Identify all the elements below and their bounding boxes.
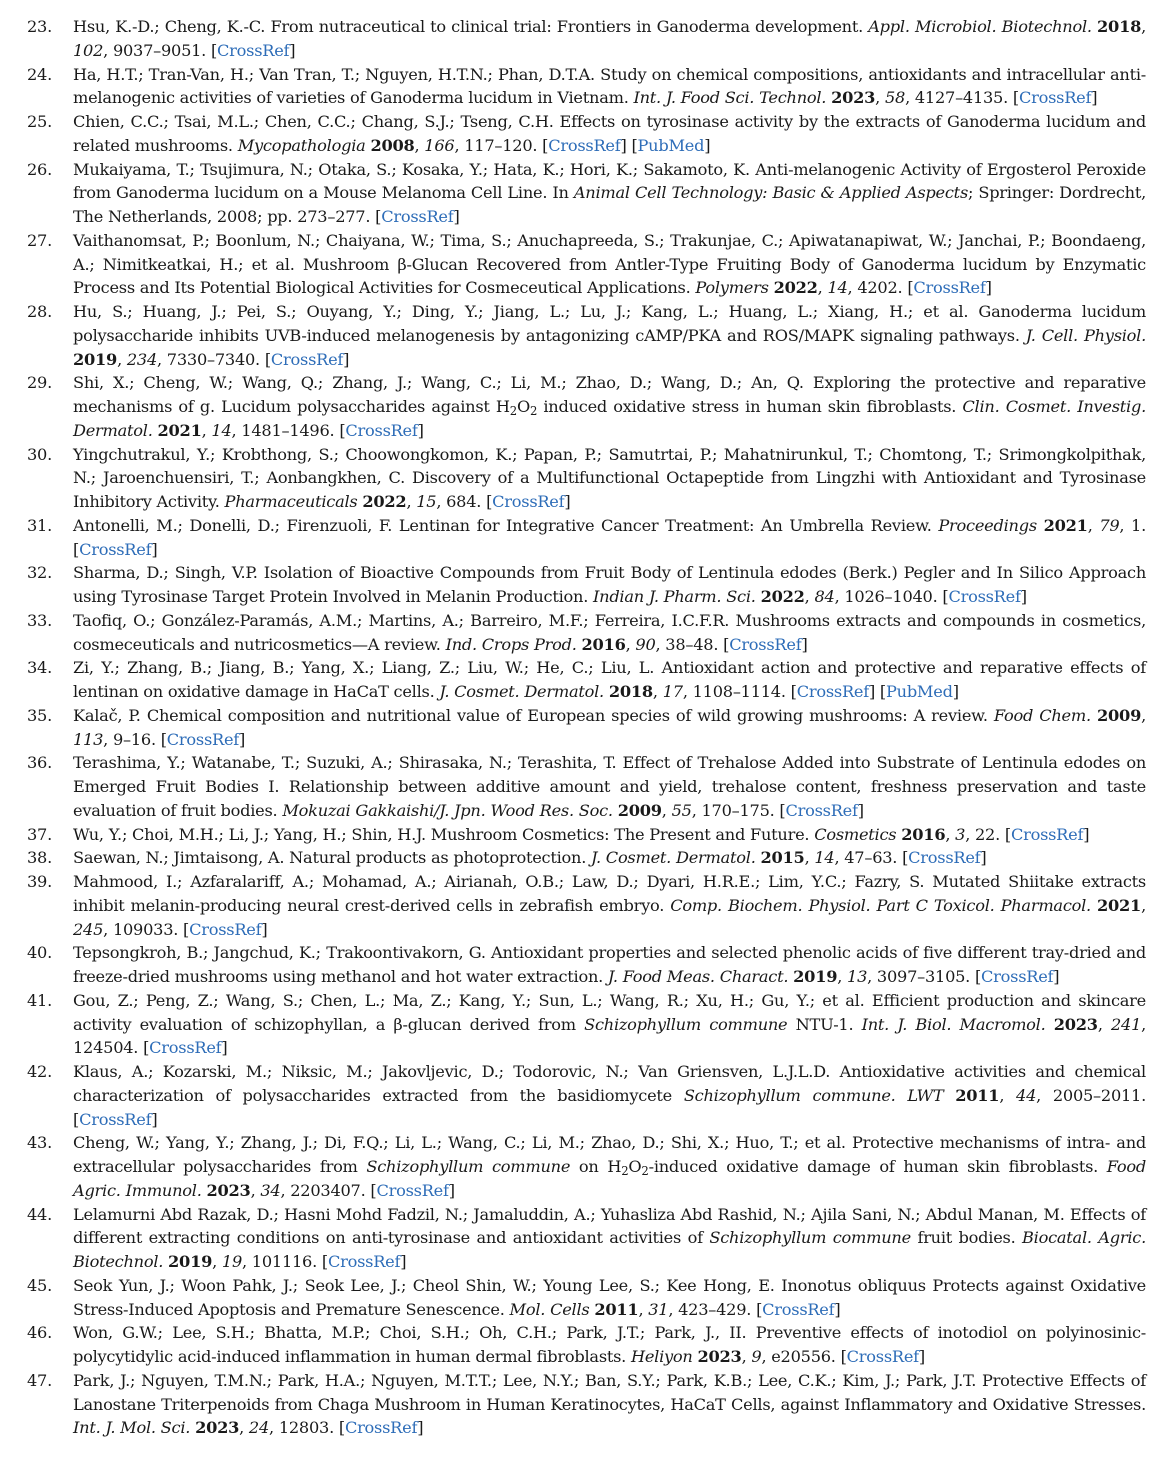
reference-text [896,1086,908,1105]
italic-text: J. Food Meas. Charact. [607,967,789,986]
reference-number: 25. [27,112,52,131]
year-text: 2023 [1053,1014,1098,1034]
italic-text: 9 [751,1347,762,1366]
reference-text: , [1097,1014,1111,1034]
reference-text: , [741,1347,752,1366]
reference-number: 44. [27,1204,52,1224]
reference-text: Hu, S.; Huang, J.; Pei, S.; Ouyang, Y.; Ding, Y.; Jiang, L.; Lu, J.; Kang, L.; Huang, L.; Xiang, H.; et al. Ganoderma lucidum polysaccharide inhibits UVB-induced melanogenesis by antagonizing cAMP/PKA and ROS/MAPK signaling pathways. [73,302,1146,345]
reference-number: 28. [27,302,52,321]
reference-item [22,300,1146,371]
reference-number: 24. [27,64,52,84]
reference-number: 32. [27,563,52,583]
reference-text: , [804,848,815,868]
italic-text: Mol. Cells [509,1299,590,1319]
year-text: 2009 [1097,705,1142,725]
reference-item [22,1203,1146,1274]
italic-text: 15 [416,492,437,511]
reference-item [22,63,1146,111]
crossref-link[interactable]: CrossRef [189,919,262,939]
reference-text: , 1026–1040. [ [834,587,949,606]
reference-text: , e20556. [ [761,1347,847,1366]
subscript: 2 [509,403,517,418]
reference-text: Tepsongkroh, B.; Jangchud, K.; Trakoontivakorn, G. Antioxidant properties and selected phenolic acids of five different tray-dried and freeze-dried mushrooms using methanol and hot water extraction. [73,943,1146,986]
reference-text: , [212,1252,222,1271]
reference-text: , [250,1180,261,1200]
reference-text: , [1141,705,1146,725]
italic-text: Schizophyllum commune. [683,1085,896,1105]
year-text: 2016 [581,634,626,654]
reference-text: , 1481–1496. [ [231,420,346,440]
reference-text: , [817,278,828,298]
italic-text: J. Cosmet. Dermatol. [439,682,604,701]
italic-text: 13 [847,967,868,986]
year-text: 2011 [955,1085,1000,1105]
italic-text: Int. J. Mol. Sci. [73,1418,191,1438]
reference-number: 26. [27,159,52,179]
reference-text: Seok Yun, J.; Woon Pahk, J.; Seok Lee, J.; Cheol Shin, W.; Young Lee, S.; Kee Hong, E. Inonotus obliquus Protects against Oxidative Stress-Induced Apoptosis and Premature Senescence. [73,1275,1146,1319]
year-text: 2009 [617,800,662,820]
reference-text: , 22. [ [965,824,1011,844]
reference-text: , 124504. [ [73,1014,1147,1058]
reference-number: 47. [27,1370,52,1390]
reference-text: O [516,397,530,416]
reference-item [22,1321,1146,1369]
reference-text: O [628,1157,642,1176]
reference-text: , 2005–2011. [ [73,1085,1146,1129]
reference-text: fruit bodies. [910,1228,1023,1248]
italic-text: 79 [1099,515,1120,535]
italic-text: 55 [671,800,692,820]
crossref-link[interactable]: CrossRef [729,634,802,654]
reference-text: Lelamurni Abd Razak, D.; Hasni Mohd Fadzil, N.; Jamaluddin, A.; Yuhasliza Abd Rashid, N.; Ajila Sani, N.; Abdul Manan, M. Effects of different extracting conditions on anti-tyrosinase and antioxidant activities of [73,1204,1146,1248]
italic-text: Pharmaceuticals [224,492,358,511]
reference-number: 33. [27,610,52,630]
reference-item [22,656,1146,704]
year-text: 2021 [1043,515,1088,535]
italic-text: Proceedings [938,515,1037,535]
reference-text: ] [289,40,296,60]
reference-text: ] [ [868,682,886,701]
italic-text: 113 [73,729,104,749]
reference-text: ] [857,800,864,820]
reference-text: ] [221,1038,228,1058]
reference-text: Won, G.W.; Lee, S.H.; Bhatta, M.P.; Choi, S.H.; Oh, C.H.; Park, J.T.; Park, J., II. Preventive effects of inotodiol on polyinosinic-polycytidylic acid-induced inflammation in human dermal fibroblasts. [73,1323,1146,1366]
italic-text: Mokuzai Gakkaishi/J. Jpn. Wood Res. Soc. [282,800,613,820]
reference-text: , [837,967,848,986]
reference-item [22,704,1146,752]
reference-item [22,1369,1146,1440]
italic-text: 58 [884,88,906,108]
italic-text: 3 [955,824,966,844]
reference-item [22,846,1146,870]
reference-text: Chien, C.C.; Tsai, M.L.; Chen, C.C.; Chang, S.J.; Tseng, C.H. Effects on tyrosinase activity by the extracts of Ganoderma lucidum and related mushrooms. [73,112,1146,155]
reference-text [1046,1015,1054,1034]
year-text: 2023 [831,88,876,108]
italic-text: Appl. Microbiol. Biotechnol. [868,17,1092,36]
reference-item [22,561,1146,609]
italic-text: Indian J. Pharm. Sci. [593,587,756,606]
reference-text: , [875,88,885,108]
crossref-link[interactable]: CrossRef [913,278,986,298]
year-text: 2008 [370,135,415,155]
reference-text: , 109033. [ [103,919,190,939]
reference-text: ] [151,539,158,559]
reference-text [943,1086,955,1105]
reference-text: , 117–120. [ [454,135,549,155]
reference-text: , 684. [ [436,492,493,511]
crossref-link[interactable]: CrossRef [381,207,454,226]
year-text: 2023 [206,1180,251,1200]
crossref-link[interactable]: CrossRef [376,1180,449,1200]
reference-text: on H [570,1157,622,1176]
italic-text: 90 [635,634,656,654]
year-text: 2015 [760,848,805,868]
reference-number: 43. [27,1133,52,1153]
reference-item [22,1274,1146,1322]
reference-text: , [999,1085,1017,1105]
reference-text: NTU-1. [787,1014,862,1034]
reference-text: , 9–16. [ [103,729,167,749]
reference-number: 35. [27,705,52,725]
pubmed-link[interactable]: PubMed [637,135,705,155]
italic-text: 234 [126,349,158,369]
reference-text: , [201,420,212,440]
crossref-link[interactable]: CrossRef [908,848,981,868]
crossref-link[interactable]: CrossRef [344,1418,418,1438]
reference-number: 39. [27,872,52,891]
italic-text: Mycopathologia [237,135,366,155]
subscript: 2 [529,403,538,418]
reference-text: Mukaiyama, T.; Tsujimura, N.; Otaka, S.; Kosaka, Y.; Hata, K.; Hori, K.; Sakamoto, K. Anti-melanogenic Activity of Ergosterol Peroxide from Ganoderma lucidum on a Mouse Melanoma Cell Line. In [73,159,1146,203]
reference-text: , 170–175. [ [691,800,786,820]
year-text: 2019 [168,1252,213,1271]
reference-text [1037,516,1044,535]
year-text: 2019 [793,967,838,986]
italic-text: 245 [73,919,104,939]
year-text: 2018 [608,682,653,701]
year-text: 2022 [760,587,805,606]
reference-text: ] [1020,587,1027,606]
year-text: 2018 [1097,17,1142,36]
pubmed-link[interactable]: PubMed [886,682,953,701]
italic-text: Comp. Biochem. Physiol. Part C Toxicol. Pharmacol. [670,895,1091,915]
reference-text: ] [918,1347,925,1366]
reference-text: Kalač, P. Chemical composition and nutritional value of European species of wild growing mushrooms: A review. [73,705,994,725]
reference-number: 37. [27,824,52,844]
italic-text: Animal Cell Technology: Basic & Applied Aspects [573,183,968,203]
italic-text: 34 [260,1180,281,1200]
crossref-link[interactable]: CrossRef [762,1299,835,1319]
italic-text: LWT [907,1085,944,1105]
italic-text: Heliyon [630,1347,693,1366]
reference-item [22,514,1146,562]
reference-text: ] [801,634,808,654]
subscript: 2 [621,1163,629,1178]
italic-text: Schizophyllum commune [584,1014,788,1034]
reference-item [22,751,1146,822]
reference-text: -induced oxidative damage of human skin fibroblasts. [648,1157,1107,1176]
reference-item [22,229,1146,300]
reference-text: , 12803. [ [269,1418,345,1438]
reference-number: 29. [27,373,52,393]
crossref-link[interactable]: CrossRef [149,1038,222,1058]
reference-text: , 38–48. [ [655,634,730,654]
year-text: 2022 [362,492,407,511]
reference-number: 30. [27,444,52,464]
year-text: 2021 [1097,895,1142,915]
reference-text: , 4127–4135. [ [905,88,1019,108]
year-text: 2023 [697,1347,742,1366]
reference-text: , [117,349,127,369]
reference-item [22,443,1146,514]
crossref-link[interactable]: CrossRef [79,539,152,559]
reference-text: Saewan, N.; Jimtaisong, A. Natural products as photoprotection. [73,848,592,868]
reference-item [22,941,1146,989]
reference-text: ] [261,919,268,939]
italic-text: J. Cell. Physiol. [1025,325,1146,345]
reference-text: ] [ [620,135,638,155]
reference-text: , [804,587,815,606]
reference-text: Hsu, K.-D.; Cheng, K.-C. From nutraceutical to clinical trial: Frontiers in Ganoderma development. [73,17,869,36]
reference-text: ] [1083,824,1090,844]
reference-item [22,110,1146,158]
reference-text: ] [564,492,571,511]
reference-text: ] [400,1252,407,1271]
reference-item [22,1060,1146,1131]
italic-text: 102 [73,40,104,60]
reference-number: 40. [27,943,52,963]
italic-text: 24 [248,1418,270,1438]
reference-text: , 101116. [ [242,1252,328,1271]
crossref-link[interactable]: CrossRef [492,492,565,511]
reference-text: Cheng, W.; Yang, Y.; Zhang, J.; Di, F.Q.; Li, L.; Wang, C.; Li, M.; Zhao, D.; Shi, X.; Huo, T.; et al. Protective mechanisms of intra- and extracellular polysaccharides from [73,1133,1146,1176]
reference-text: ] [239,729,246,749]
year-text: 2023 [195,1418,240,1438]
italic-text: Clin. Cosmet. Investig. Dermatol. [73,397,1146,440]
italic-text: Int. J. Food Sci. Technol. [633,88,827,108]
reference-text: , 2203407. [ [280,1180,377,1200]
reference-text: ] [448,1180,455,1200]
reference-number: 23. [27,17,52,36]
italic-text: Food Agric. Immunol. [73,1157,1146,1200]
reference-number: 46. [27,1323,52,1343]
reference-item [22,1131,1146,1202]
reference-text: induced oxidative stress in human skin fibroblasts. [537,397,963,416]
reference-number: 38. [27,848,52,868]
italic-text: Cosmetics [814,824,897,844]
year-text: 2011 [594,1299,639,1319]
crossref-link[interactable]: CrossRef [846,1347,919,1366]
reference-item [22,15,1146,63]
italic-text: 44 [1016,1085,1037,1105]
reference-text: Shi, X.; Cheng, W.; Wang, Q.; Zhang, J.; Wang, C.; Li, M.; Zhao, D.; Wang, D.; An, Q. Exploring the protective and reparative mechanisms of g. Lucidum polysaccharides against H [73,373,1146,416]
reference-text: Taofiq, O.; González-Paramás, A.M.; Martins, A.; Barreiro, M.F.; Ferreira, I.C.F.R. Mushrooms extracts and compounds in cosmetics, cosmeceuticals and nutricosmetics—A review. [73,610,1146,654]
italic-text: 19 [221,1252,243,1271]
reference-text: , 4202. [ [847,278,914,298]
italic-text: 84 [814,587,835,606]
reference-text: Yingchutrakul, Y.; Krobthong, S.; Choowongkomon, K.; Papan, P.; Samutrtai, P.; Mahatnirunkul, T.; Chomtong, T.; Srimongkolpithak, N.; Jaroenchuensiri, T.; Aonbangkhen, C. Discovery of a Multifunctional Octapeptide from Lingzhi with Antioxidant and Tyrosinase Inhibitory Activity. [73,444,1146,511]
crossref-link[interactable]: CrossRef [79,1109,152,1129]
subscript: 2 [641,1163,649,1178]
reference-text: ] [1091,88,1098,108]
italic-text: Polymers [695,278,769,298]
reference-text: , [239,1418,249,1438]
reference-text: , 423–429. [ [668,1299,763,1319]
italic-text: 241 [1110,1014,1142,1034]
italic-text: 14 [827,278,848,298]
year-text: 2021 [157,420,202,440]
reference-text: , [625,634,636,654]
reference-text: ] [952,682,959,701]
italic-text: 14 [814,848,835,868]
reference-item [22,371,1146,442]
italic-text: 17 [662,682,683,701]
reference-text: , 1. [ [73,515,1146,559]
reference-text: Mahmood, I.; Azfaralariff, A.; Mohamad, A.; Airianah, O.B.; Law, D.; Dyari, H.R.E.; Lim, Y.C.; Fazry, S. Mutated Shiitake extracts inhibit melanin-producing neural crest-derived cells in zebrafish embryo. [73,872,1146,915]
reference-text: , [945,824,956,844]
crossref-link[interactable]: CrossRef [345,420,418,440]
reference-text: ; Springer: Dordrecht, The Netherlands, 2008; pp. 273–277. [ [73,183,1146,226]
italic-text: Int. J. Biol. Macromol. [861,1014,1046,1034]
reference-text: Park, J.; Nguyen, T.M.N.; Park, H.A.; Nguyen, M.T.T.; Lee, N.Y.; Ban, S.Y.; Park, K.B.; Lee, C.K.; Kim, J.; Park, J.T. Protective Effects of Lanostane Triterpenoids from Chaga Mushroom in Human Keratinocytes, HaCaT Cells, against Inflammatory and Oxidative Stresses. [73,1370,1146,1414]
reference-number: 27. [27,230,52,250]
reference-number: 41. [27,990,52,1010]
italic-text: 166 [424,135,455,155]
reference-number: 31. [27,515,52,535]
reference-text: , [652,682,663,701]
reference-text: Klaus, A.; Kozarski, M.; Niksic, M.; Jakovljevic, D.; Todorovic, N.; Van Griensven, L.J.L.D. Antioxidative activities and chemical characterization of polysaccharides extracted from the basidiomycete [73,1062,1146,1105]
reference-text: ] [704,135,711,155]
reference-text: Ha, H.T.; Tran-Van, H.; Van Tran, T.; Nguyen, H.T.N.; Phan, D.T.A. Study on chemical compositions, antioxidants and intracellular anti-melanogenic activities of varieties of Ganoderma lucidum in Vietnam. [73,64,1146,108]
reference-text: ] [417,420,424,440]
reference-text: Antonelli, M.; Donelli, D.; Firenzuoli, F. Lentinan for Integrative Cancer Treatment: An Umbrella Review. [73,515,939,535]
reference-text: Wu, Y.; Choi, M.H.; Li, J.; Yang, H.; Shin, H.J. Mushroom Cosmetics: The Present and Future. [73,824,815,844]
reference-text: , 3097–3105. [ [867,967,982,986]
italic-text: Schizophyllum commune [366,1157,571,1176]
reference-number: 34. [27,658,52,678]
italic-text: Schizophyllum commune [709,1228,911,1248]
crossref-link[interactable]: CrossRef [327,1252,401,1271]
reference-list [22,15,1146,1440]
reference-text: Gou, Z.; Peng, Z.; Wang, S.; Chen, L.; Ma, Z.; Kang, Y.; Sun, L.; Wang, R.; Xu, H.; Gu, Y.; et al. Efficient production and skincare activity evaluation of schizophyllan, a β-glucan derived from [73,990,1146,1034]
crossref-link[interactable]: CrossRef [548,135,621,155]
reference-text: Terashima, Y.; Watanabe, T.; Suzuki, A.; Shirasaka, N.; Terashita, T. Effect of Trehalose Added into Substrate of Lentinula edodes on Emerged Fruit Bodies I. Relationship between additive amount and yield, trehalose content, freshness preservation and taste evaluation of fruit bodies. [73,753,1146,820]
crossref-link[interactable]: CrossRef [796,682,869,701]
crossref-link[interactable]: CrossRef [785,800,858,820]
reference-item [22,870,1146,941]
year-text: 2019 [73,349,118,369]
reference-text: , [1141,17,1147,36]
reference-text: Sharma, D.; Singh, V.P. Isolation of Bioactive Compounds from Fruit Body of Lentinula edodes (Berk.) Pegler and In Silico Approach using Tyrosinase Target Protein Involved in Melanin Production. [73,563,1146,606]
italic-text: J. Cosmet. Dermatol. [591,848,756,868]
italic-text: Food Chem. [993,705,1091,725]
reference-text: ] [1053,967,1060,986]
reference-text: Zi, Y.; Zhang, B.; Jiang, B.; Yang, X.; Liang, Z.; Liu, W.; He, C.; Liu, L. Antioxidant action and protective and reparative effects of lentinan on oxidative damage in HaCaT cells. [73,658,1146,701]
italic-text: Ind. Crops Prod. [445,634,577,654]
italic-text: Biocatal. Agric. Biotechnol. [73,1228,1146,1271]
reference-text: , [638,1299,649,1319]
year-text: 2022 [773,278,818,298]
crossref-link[interactable]: CrossRef [270,349,344,369]
crossref-link[interactable]: CrossRef [981,967,1054,986]
reference-text: ] [453,207,460,226]
reference-text: , [406,492,417,511]
reference-item [22,158,1146,229]
reference-item [22,609,1146,657]
reference-item [22,823,1146,847]
crossref-link[interactable]: CrossRef [1010,824,1084,844]
reference-text: ] [417,1418,424,1438]
reference-text: ] [834,1299,841,1319]
crossref-link[interactable]: CrossRef [217,40,290,60]
reference-item [22,989,1146,1060]
reference-text: , [1141,895,1146,915]
reference-text: , [661,800,672,820]
reference-number: 45. [27,1275,52,1295]
italic-text: 14 [211,420,232,440]
reference-text: ] [151,1109,158,1129]
reference-text: , 47–63. [ [834,848,909,868]
reference-number: 36. [27,753,52,773]
reference-text: , [414,135,425,155]
reference-text: ] [985,278,992,298]
year-text: 2016 [901,824,946,844]
reference-number: 42. [27,1062,52,1081]
reference-text: , [1087,515,1100,535]
reference-text: , 1108–1114. [ [682,682,797,701]
reference-text: Vaithanomsat, P.; Boonlum, N.; Chaiyana, W.; Tima, S.; Anuchapreeda, S.; Trakunjae, C.; Apiwatanapiwat, W.; Janchai, P.; Boondaeng, A.; Nimitkeatkai, H.; et al. Mushroom β-Glucan Recovered from Antler-Type Fruiting Body of Ganoderma lucidum by Enzymatic Process and Its Potential Biological Activities for Cosmeceutical Applications. [73,230,1146,298]
reference-text: ] [980,848,987,868]
crossref-link[interactable]: CrossRef [1018,88,1092,108]
crossref-link[interactable]: CrossRef [948,587,1021,606]
reference-text: ] [343,349,350,369]
crossref-link[interactable]: CrossRef [166,729,240,749]
italic-text: 31 [648,1299,669,1319]
reference-text: , 7330–7340. [ [157,349,271,369]
reference-text: , 9037–9051. [ [103,40,218,60]
